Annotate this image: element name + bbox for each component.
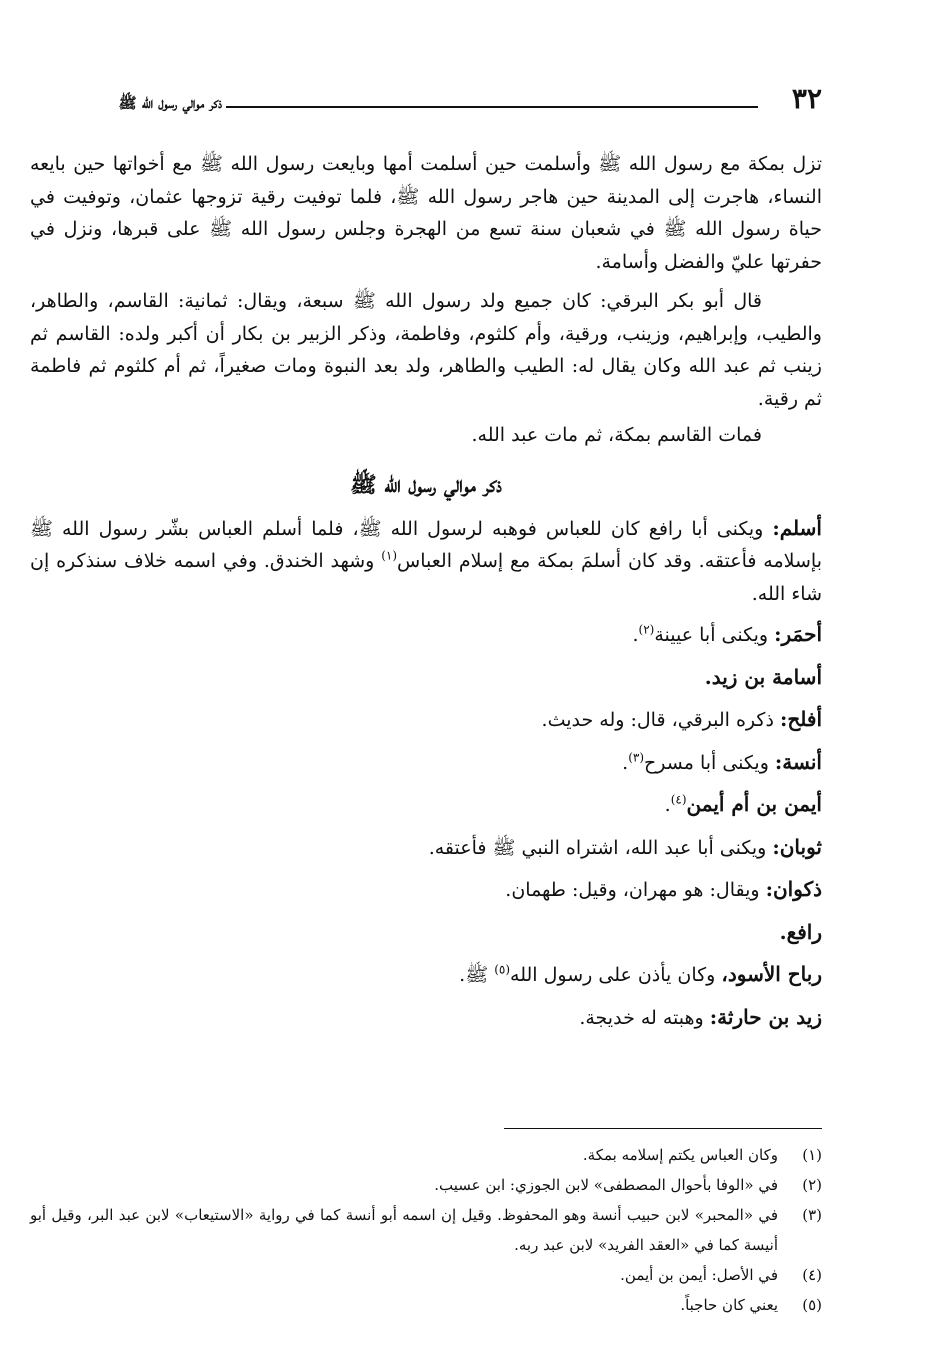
- entry-tail: .: [664, 794, 671, 816]
- footnote-number: (٥): [802, 1296, 822, 1314]
- entry: [30, 912, 822, 955]
- footnote-text: يعني كان حاجباً.: [680, 1296, 778, 1314]
- entry-name: زيد بن حارثة:: [709, 1004, 822, 1029]
- footnote: [30, 1200, 822, 1260]
- paragraph: تزل بمكة مع رسول الله ﷺ وأسلمت حين أسلمت أمها وبايعت رسول الله ﷺ مع أخواتها حين بايعه النساء، هاجرت إلى المدينة حين هاجر رسول الله ﷺ، فلما توفيت رقية تزوجها عثمان، وتوفيت في حياة رسول الله ﷺ في شعبان سنة تسع من الهجرة وجلس رسول الله ﷺ على قبرها، ونزل في حفرتها عليّ والفضل وأسامة.: [30, 153, 822, 273]
- footnote-ref: (١): [381, 548, 398, 563]
- entry: [30, 657, 822, 700]
- footnote-separator: [504, 1128, 822, 1129]
- entry: [30, 742, 822, 785]
- entry-tail: .: [632, 624, 639, 646]
- footnote-number: (١): [802, 1146, 822, 1164]
- section-heading: ذكر موالي رسول الله ﷺ: [350, 471, 502, 498]
- footnote-text: في الأصل: أيمن بن أيمن.: [620, 1266, 778, 1284]
- footnote-number: (٤): [802, 1266, 822, 1284]
- entry-name: أحمَر:: [774, 622, 822, 646]
- footnote: [30, 1140, 822, 1170]
- entry: [30, 699, 822, 742]
- footnote-number: (٣): [802, 1206, 822, 1224]
- paragraph: قال أبو بكر البرقي: كان جميع ولد رسول الله ﷺ سبعة، ويقال: ثمانية: القاسم، والطاهر، والطيب، وإبراهيم، وزينب، ورقية، وأم كلثوم، وفاطمة، وذكر الزبير بن بكار أن أكبر ولده: القاسم ثم زينب ثم عبد الله وكان يقال له: الطيب والطاهر، ولد بعد النبوة ومات صغيراً، ثم أم كلثوم ثم فاطمة ثم رقية.: [30, 290, 822, 410]
- footnote-text: في «المحبر» لابن حبيب أنسة وهو المحفوظ. وقيل إن اسمه أبو أنسة كما في رواية «الاستيعاب» لابن عبد البر، وقيل أبو أنيسة كما في «العقد الفريد» لابن عبد ربه.: [30, 1206, 778, 1254]
- entry-name: ثوبان:: [772, 834, 822, 859]
- page-number: ٣٢: [791, 82, 822, 115]
- main-text: [30, 148, 822, 1039]
- entry-text: ويقال: هو مهران، وقيل: طهمان.: [505, 879, 766, 901]
- footnote-text: وكان العباس يكتم إسلامه بمكة.: [582, 1146, 778, 1164]
- entry-name: أنسة:: [774, 749, 822, 774]
- entry-name: أسامة بن زيد.: [704, 664, 822, 689]
- footnote-ref: (٤): [670, 792, 687, 807]
- footnote-ref: (٣): [628, 750, 645, 765]
- header-rule: [226, 106, 758, 108]
- footnote: [30, 1170, 822, 1200]
- entry-name: أفلح:: [779, 707, 822, 731]
- page-header: [30, 82, 822, 122]
- footnote-ref: (٥): [494, 962, 511, 977]
- footnote-ref: (٢): [638, 622, 655, 637]
- entry-text: وشهد الخندق. وفي اسمه خلاف سنذكره إن شاء الله.: [30, 550, 822, 605]
- footnote-text: في «الوفا بأحوال المصطفى» لابن الجوزي: ابن عسيب.: [434, 1176, 778, 1194]
- entry-text: ويكنى أبا رافع كان للعباس فوهبه لرسول الله ﷺ، فلما أسلم العباس بشّر رسول الله ﷺ بإسلامه فأعتقه. وقد كان أسلمَ بمكة مع إسلام العباس: [30, 517, 822, 572]
- entry-tail: .: [622, 751, 629, 774]
- entry-name: أيمن بن أم أيمن: [686, 792, 822, 816]
- footnotes: [30, 1140, 822, 1320]
- footnote: [30, 1290, 822, 1320]
- entry: [30, 614, 822, 657]
- entry: [30, 997, 822, 1040]
- entry-text: ويكنى أبا عبد الله، اشتراه النبي ﷺ فأعتقه.: [428, 836, 773, 859]
- entry-text: وكان يأذن على رسول الله: [510, 964, 722, 986]
- footnote: [30, 1260, 822, 1290]
- entry: [30, 869, 822, 912]
- running-title: ذكر موالي رسول الله ﷺ: [118, 94, 222, 112]
- entries-list: [30, 614, 822, 1039]
- entry-name: رافع.: [779, 919, 822, 944]
- entry: [30, 784, 822, 827]
- entry-aslam: [30, 512, 822, 611]
- entry-text: ذكره البرقي، قال: وله حديث.: [541, 709, 780, 731]
- entry-text: وهبته له خديجة.: [579, 1006, 710, 1029]
- entry-name: أسلم:: [772, 515, 822, 540]
- entry: [30, 954, 822, 997]
- paragraph: فمات القاسم بمكة، ثم مات عبد الله.: [471, 424, 762, 446]
- entry-text: ويكنى أبا مسرح: [644, 751, 775, 774]
- footnote-number: (٢): [802, 1176, 822, 1194]
- entry-tail: ﷺ.: [459, 964, 495, 986]
- entry-text: ويكنى أبا عيينة: [654, 624, 775, 646]
- entry-name: رباح الأسود،: [721, 962, 822, 986]
- entry-name: ذكوان:: [765, 877, 822, 901]
- entry: [30, 827, 822, 870]
